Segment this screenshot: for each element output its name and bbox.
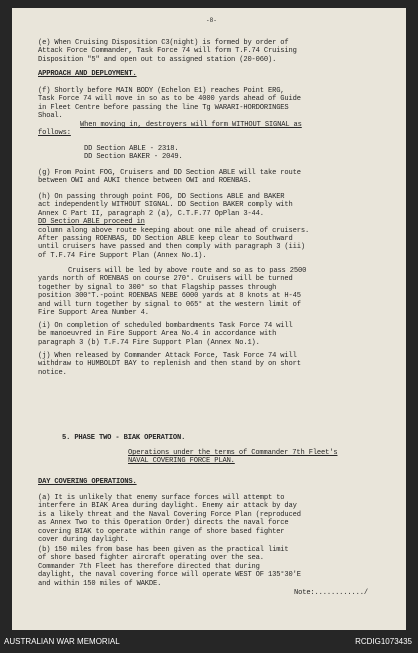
paragraph-operations — [38, 449, 386, 466]
text-line: column along above route keeping about one mile ahead of cruisers. — [38, 226, 310, 235]
text-line: Cruisers will be led by above route and so as to pass 2500 — [68, 267, 307, 275]
footer-source: AUSTRALIAN WAR MEMORIAL — [4, 637, 120, 646]
section-heading: APPROACH AND DEPLOYMENT. — [38, 70, 137, 78]
text-line: and within 150 miles of WAKDE. — [38, 579, 162, 588]
text-line: covering BIAK to operate within range of shore based fighter — [38, 527, 285, 536]
dd-sections-list — [38, 145, 386, 162]
text-line: daylight, the naval covering force will operate WEST OF 135°30'E — [38, 571, 301, 580]
text-line: Disposition "5" and open out to assigned station (20-060). — [38, 55, 277, 64]
heading-phase-two — [62, 434, 386, 442]
paragraph-cruisers — [38, 267, 386, 317]
text-line: DD Section ABLE proceed in — [38, 218, 145, 227]
footer-reference: RCDIG1073435 — [355, 637, 412, 646]
text-line: until cruisers have passed and then comply with paragraph 3 (iii) — [38, 243, 305, 252]
text-line: act independently WITHOUT SIGNAL. DD Section BAKER comply with — [38, 201, 293, 210]
text-line: cover during daylight. — [38, 536, 129, 545]
text-line: interfere in BIAK Area during daylight. Enemy air attack by day — [38, 502, 297, 511]
text-line: After passing ROENBAS, DD Section ABLE keep clear to Southward — [38, 235, 293, 244]
text-line: together by signal to 300° so that Flagship passes through — [38, 283, 277, 292]
text-line: Annex C Part II, paragraph 2 (a), C.T.F.77 OpPlan 3-44. — [38, 209, 264, 218]
page-number: -8- — [206, 17, 217, 24]
paragraph-i — [38, 322, 386, 347]
section-heading: DAY COVERING OPERATIONS. — [38, 478, 137, 486]
document-body — [38, 8, 386, 630]
text-line: and will turn together by signal to 065° at the western limit of — [38, 300, 301, 309]
paragraph-f — [38, 87, 386, 121]
text-line: paragraph 3 (b) T.F.74 Fire Support Plan (Annex No.1). — [38, 338, 260, 347]
paragraph-j — [38, 352, 386, 377]
text-line: NAVAL COVERING FORCE PLAN. — [128, 457, 235, 466]
heading-approach — [38, 70, 386, 78]
text-line: When moving in, destroyers will form WITHOUT SIGNAL as — [80, 121, 302, 129]
heading-day-covering — [38, 478, 386, 486]
paragraph-g — [38, 169, 386, 186]
paragraph-b — [38, 546, 386, 588]
text-line: in Fleet Centre before passing the line Tg WARARI-HORDORINGES — [38, 103, 289, 112]
text-line: notice. — [38, 368, 67, 377]
text-line: Shoal. — [38, 112, 63, 121]
paragraph-e — [38, 39, 386, 64]
paragraph-a — [38, 494, 386, 544]
text-line: Operations under the terms of Commander 7th Fleet's — [128, 449, 338, 457]
document-page — [12, 8, 406, 630]
text-line: between OWI and AUKI thence between OWI and ROENBAS. — [38, 177, 252, 186]
text-line: is a likely threat and the Naval Covering Force Plan (reproduced — [38, 510, 301, 519]
text-line: as Annex Two to this Operation Order) directs the naval force — [38, 519, 289, 528]
text-line: Note:............/ — [294, 589, 368, 597]
text-line: Attack Force Commander, Task Force 74 will form T.F.74 Cruising — [38, 47, 297, 56]
paragraph-h — [38, 193, 386, 260]
text-line: (j) When released by Commander Attack Force, Task Force 74 will — [38, 352, 297, 360]
text-line: DD Section BAKER - 2049. — [84, 153, 183, 162]
text-line: position 300°T.-point ROENBAS NEBE 6000 yards at 8 knots at H-45 — [38, 292, 301, 301]
text-line: Fire Support Area Number 4. — [38, 309, 149, 318]
text-line: of T.F.74 Fire Support Plan (Annex No.1). — [38, 251, 207, 260]
text-line: Commander 7th Fleet has therefore directed that during — [38, 562, 260, 571]
text-line: Task Force 74 will move in so as to be 4000 yards ahead of Guide — [38, 95, 301, 104]
text-line: be manoeuvred in Fire Support Area No.4 in accordance with — [38, 330, 277, 339]
text-line: withdraw to HUMBOLDT BAY to replenish and then stand by on short — [38, 360, 301, 369]
text-line: (f) Shortly before MAIN BODY (Echelon E1) reaches Point ERG, — [38, 87, 285, 95]
text-line: follows: — [38, 129, 71, 138]
paragraph-destroyers — [38, 121, 386, 138]
text-line: (i) On completion of scheduled bombardments Task Force 74 will — [38, 322, 293, 330]
text-line: DD Section ABLE - 2318. — [84, 145, 179, 153]
note-continuation — [294, 589, 368, 597]
text-line: yards north of ROENBAS on course 270°. Cruisers will be turned — [38, 275, 293, 284]
archive-footer — [0, 631, 418, 653]
text-line: of shore based fighter aircraft operating over the sea. — [38, 554, 264, 563]
text-line: (b) 150 miles from base has been given as the practical limit — [38, 546, 289, 554]
text-line: (g) From Point FOG, Cruisers and DD Section ABLE will take route — [38, 169, 301, 177]
section-heading: 5. PHASE TWO - BIAK OPERATION. — [62, 434, 186, 442]
text-line: (h) On passing through point FOG, DD Sections ABLE and BAKER — [38, 193, 285, 201]
text-line: (a) It is unlikely that enemy surface forces will attempt to — [38, 494, 285, 502]
text-line: (e) When Cruising Disposition C3(night) is formed by order of — [38, 39, 289, 47]
